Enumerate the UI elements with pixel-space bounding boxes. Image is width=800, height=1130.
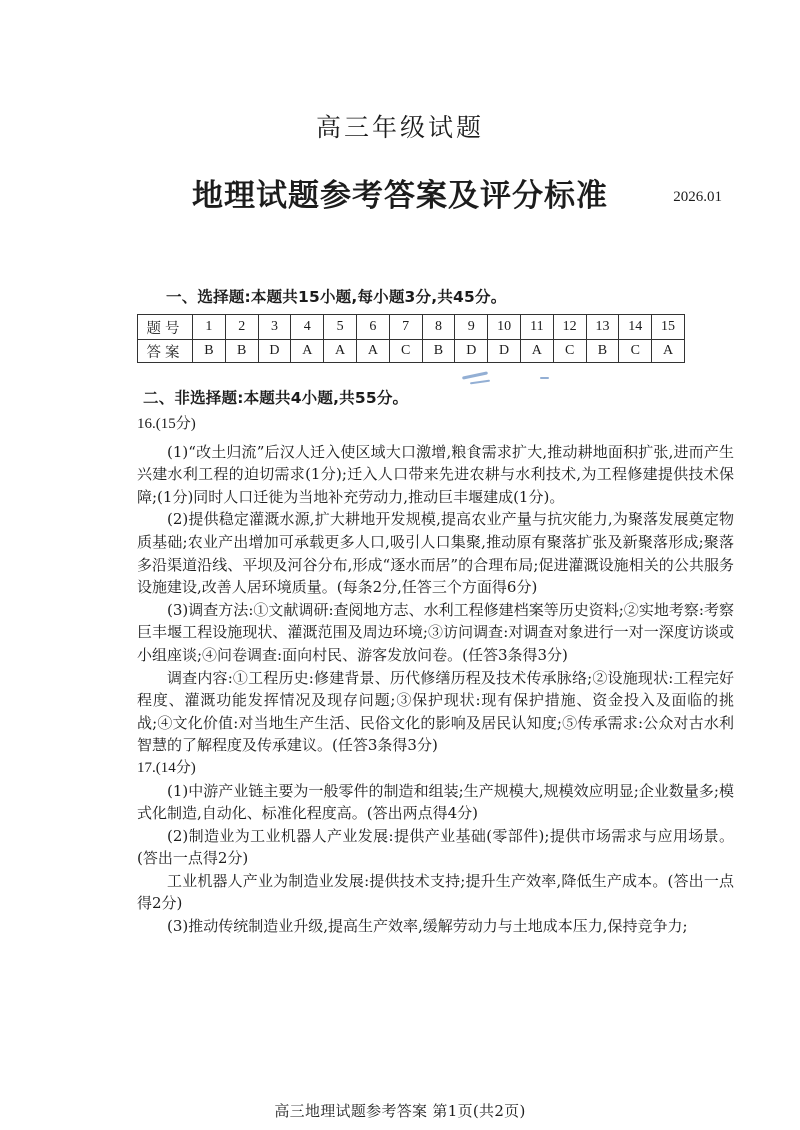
answer-cell: B: [586, 340, 619, 363]
question-number: 2: [225, 315, 258, 340]
answer-row: [138, 340, 685, 363]
page-footer: 高三地理试题参考答案 第1页(共2页): [274, 1102, 526, 1120]
answer-cell: A: [356, 340, 389, 363]
ink-smudge: [540, 377, 549, 379]
q16-header: 16.(15分): [137, 416, 196, 432]
question-number: 5: [324, 315, 357, 340]
question-number: 9: [455, 315, 488, 340]
question-16: [137, 413, 734, 938]
q17-part1: (1)中游产业链主要为一般零件的制造和组装;生产规模大,规模效应明显;企业数量多;模式化制造,自动化、标准化程度高。(答出两点得4分): [137, 781, 734, 823]
question-number: 12: [553, 315, 586, 340]
answer-cell: B: [193, 340, 226, 363]
q17-part2: (2)制造业为工业机器人产业发展:提供产业基础(零部件);提供市场需求与应用场景。(答出一点得2分): [137, 826, 734, 868]
q17-header: 17.(14分): [137, 759, 196, 776]
answer-cell: D: [488, 340, 521, 363]
exam-date: 2026.01: [673, 189, 722, 205]
question-number: 7: [389, 315, 422, 340]
exam-subtitle: 高三年级试题: [315, 113, 484, 142]
answer-cell: A: [291, 340, 324, 363]
answer-cell: A: [520, 340, 553, 363]
answer-cell: D: [455, 340, 488, 363]
q17-part3: (3)推动传统制造业升级,提高生产效率,缓解劳动力与土地成本压力,保持竞争力;: [167, 917, 688, 936]
answer-cell: D: [258, 340, 291, 363]
question-number: 15: [652, 315, 685, 340]
question-number-row: [138, 315, 685, 340]
q16-part2: (2)提供稳定灌溉水源,扩大耕地开发规模,提高农业产量与抗灾能力,为聚落发展奠定物质基础;农业产出增加可承载更多人口,吸引人口集聚,推动原有聚落扩张及新聚落形成;聚落多沿渠道沿线、平坝及河谷分布,形成“逐水而居”的合理布局;促进灌溉设施相关的公共服务设施建设,改善人居环境质量。(每条2分,任答三个方面得6分): [137, 510, 734, 597]
row-label-number: 题号: [138, 315, 193, 340]
question-number: 10: [488, 315, 521, 340]
answer-table: [137, 314, 685, 363]
question-number: 14: [619, 315, 652, 340]
section2-heading: 二、非选择题:本题共4小题,共55分。: [143, 389, 409, 407]
answer-cell: B: [422, 340, 455, 363]
answer-cell: A: [652, 340, 685, 363]
answer-cell: B: [225, 340, 258, 363]
question-number: 1: [193, 315, 226, 340]
question-number: 6: [356, 315, 389, 340]
q16-part3-contents: 调查内容:①工程历史:修建背景、历代修缮历程及技术传承脉络;②设施现状:工程完好程度、灌溉功能发挥情况及现存问题;③保护现状:现有保护措施、资金投入及面临的挑战;④文化价值:对当地生产生活、民俗文化的影响及居民认知度;⑤传承需求:公众对古水利智慧的了解程度及传承建议。(任答3条得3分): [137, 668, 734, 755]
question-number: 13: [586, 315, 619, 340]
answer-cell: C: [619, 340, 652, 363]
answer-cell: C: [389, 340, 422, 363]
row-label-answer: 答案: [138, 340, 193, 363]
question-number: 8: [422, 315, 455, 340]
q16-part1: (1)“改土归流”后汉人迁入使区域大口激增,粮食需求扩大,推动耕地面积扩张,进而产生兴建水利工程的迫切需求(1分);迁入人口带来先进农耕与水利技术,为工程修建提供技术保障;(1分)同时人口迁徙为当地补充劳动力,推动巨丰堰建成(1分)。: [137, 442, 734, 506]
document-title: 地理试题参考答案及评分标准: [192, 178, 608, 214]
ink-smudge: [462, 371, 488, 379]
answer-cell: C: [553, 340, 586, 363]
question-number: 11: [520, 315, 553, 340]
answer-cell: A: [324, 340, 357, 363]
q17-part2-cont: 工业机器人产业为制造业发展:提供技术支持;提升生产效率,降低生产成本。(答出一点得2分): [137, 871, 734, 913]
section1-heading: 一、选择题:本题共15小题,每小题3分,共45分。: [166, 288, 507, 306]
q16-part3-methods: (3)调查方法:①文献调研:查阅地方志、水利工程修建档案等历史资料;②实地考察:考察巨丰堰工程设施现状、灌溉范围及周边环境;③访问调查:对调查对象进行一对一深度访谈或小组座谈;④问卷调查:面向村民、游客发放问卷。(任答3条得3分): [137, 600, 734, 664]
question-number: 3: [258, 315, 291, 340]
question-number: 4: [291, 315, 324, 340]
ink-smudge: [470, 380, 490, 385]
